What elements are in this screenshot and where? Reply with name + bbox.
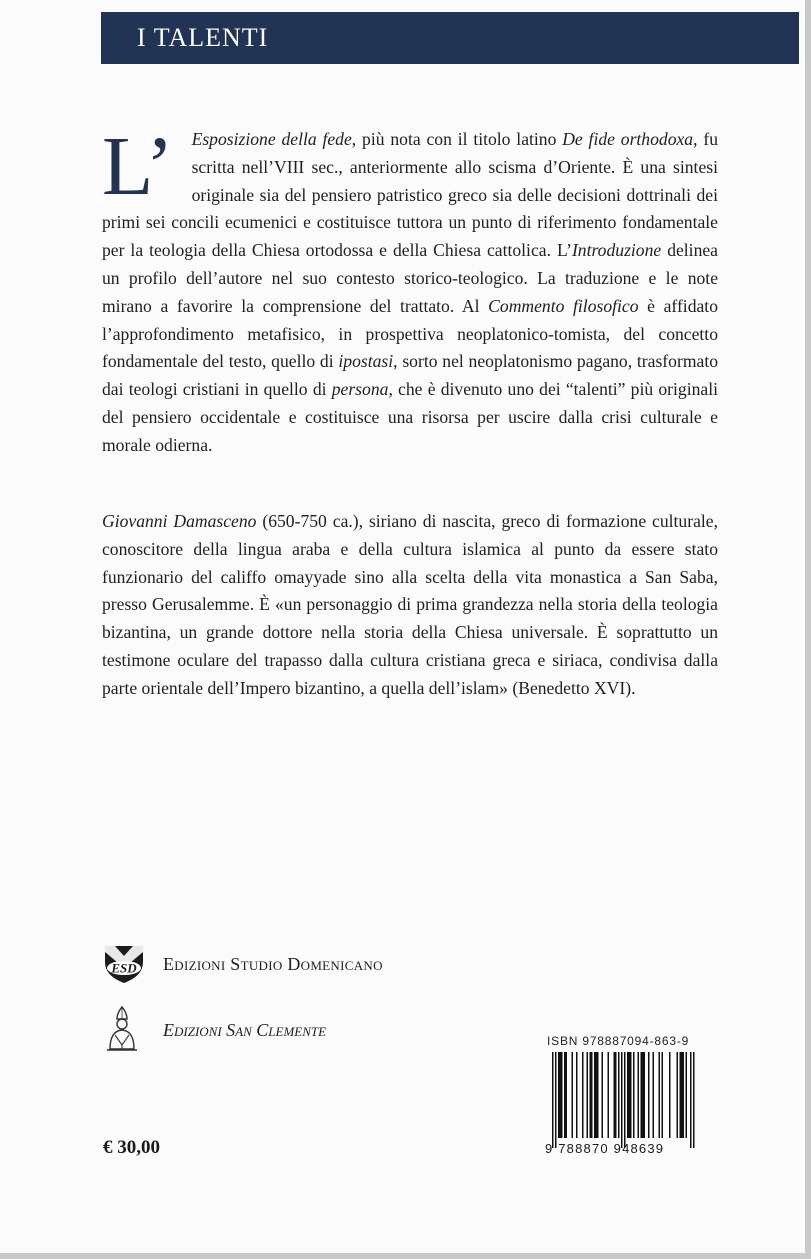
barcode-bar	[597, 1052, 599, 1138]
barcode-bar	[641, 1052, 643, 1138]
barcode-bar	[590, 1052, 592, 1138]
book-title-italic: Esposizione della fede	[191, 129, 352, 149]
barcode-bar	[693, 1052, 695, 1148]
author-name: Giovanni Damasceno	[102, 511, 257, 531]
author-paragraph	[102, 508, 718, 703]
barcode-bar	[629, 1052, 631, 1138]
drop-cap: L’	[102, 120, 174, 213]
barcode-bar	[572, 1052, 574, 1138]
barcode-bar	[560, 1052, 562, 1138]
pope-bust-logo-icon	[103, 1005, 141, 1055]
barcode-bar	[596, 1052, 598, 1138]
barcode-bar	[558, 1052, 560, 1138]
series-title: I TALENTI	[137, 23, 269, 52]
barcode-bar	[669, 1052, 671, 1138]
barcode-bar	[677, 1052, 679, 1138]
isbn-label: ISBN 978887094-863-9	[547, 1034, 690, 1048]
publisher-name-san-clemente: Edizioni San Clemente	[163, 1019, 327, 1040]
barcode-bar	[561, 1052, 563, 1138]
barcode-bar	[683, 1052, 685, 1138]
price: € 30,00	[103, 1137, 160, 1158]
barcode-bar	[602, 1052, 604, 1138]
barcode-bar	[659, 1052, 661, 1138]
barcode-bar	[633, 1052, 635, 1138]
barcode-bar	[653, 1052, 655, 1138]
barcode-bar	[618, 1052, 620, 1138]
description-text: , più nota con il titolo latino	[351, 129, 563, 149]
barcode-bar	[642, 1052, 644, 1138]
barcode-bar	[594, 1052, 596, 1138]
barcode-bar	[680, 1052, 682, 1138]
publisher-name-studio-domenicano: Edizioni Studio Domenicano	[163, 953, 383, 974]
barcode-bar	[630, 1052, 632, 1138]
barcode-bar	[681, 1052, 683, 1138]
barcode-bar	[690, 1052, 692, 1148]
publisher-row-esd	[103, 944, 383, 984]
latin-title-italic: De fide orthodoxa	[562, 129, 694, 149]
commentary-italic: Commento filosofico	[488, 295, 639, 316]
barcode-digits: 9 788870 948639	[545, 1141, 665, 1156]
barcode-bars	[552, 1052, 695, 1148]
description-text: delinea un profilo dell’autore nel suo contesto storico-teologico. La traduzione e le note mirano a favorire la comprensione del trattato. Al	[102, 240, 718, 316]
barcode-bar	[608, 1052, 610, 1138]
description-text: , sorto nel neoplatonismo pagano, trasformato dai teologi cristiani in quello di	[102, 351, 718, 400]
esd-shield-logo-icon	[103, 944, 145, 984]
barcode-bar	[552, 1052, 554, 1148]
barcode-bar	[614, 1052, 616, 1138]
barcode-bar	[648, 1052, 650, 1138]
barcode-bar	[662, 1052, 664, 1138]
barcode-bar	[638, 1052, 640, 1138]
hypostasis-italic: ipostasi	[338, 351, 394, 372]
description-paragraph	[102, 120, 718, 460]
barcode-bar	[686, 1052, 688, 1138]
barcode-bar	[564, 1052, 566, 1138]
barcode-bar	[576, 1052, 578, 1138]
description-text: è affidato l’approfondimento metafisico, in prospettiva neoplatonico-tomista, del concetto fondamentale del testo, quello di	[102, 295, 718, 372]
introduction-italic: Introduzione	[571, 240, 662, 261]
barcode-bar	[566, 1052, 568, 1138]
person-italic: persona	[331, 379, 389, 400]
series-header-band	[101, 12, 799, 64]
author-bio: (650-750 ca.), siriano di nascita, greco di formazione culturale, conoscitore della lingua araba e della cultura islamica al punto da essere stato funzionario del califfo omayyade sino alla scelta della vita monastica a San Saba, presso Gerusalemme. È «un personaggio di prima grandezza nella storia della teologia bizantina, un grande dottore nella storia della Chiesa universale. È soprattutto un testimone oculare del trapasso dalla cultura cristiana greca e siriaca, condivisa dalla parte orientale dell’Impero bizantino, a quella dell’islam» (Benedetto XVI).	[102, 511, 718, 698]
description-text: , fu scritta nell’VIII sec., anteriormente allo scisma d’Oriente. È una sintesi originale sia del pensiero patristico greco sia delle decisioni dottrinali dei primi sei concili ecumenici e costituisce tuttora un punto di riferimento fondamentale per la teologia della Chiesa ortodossa e della Chiesa cattolica. L’	[102, 129, 718, 261]
barcode-bar	[555, 1052, 557, 1148]
barcode-bar	[644, 1052, 646, 1138]
barcode-bar	[582, 1052, 584, 1138]
barcode-bar	[587, 1052, 589, 1138]
publisher-row-san-clemente	[103, 1005, 326, 1055]
barcode-bar	[624, 1052, 626, 1148]
description-text: , che è divenuto uno dei “talenti” più originali del pensiero occidentale e costituisce una risorsa per uscire dalla crisi culturale e morale odierna.	[102, 379, 718, 455]
esd-logo-lettering: ESD	[111, 960, 137, 976]
isbn-barcode	[541, 1052, 705, 1156]
barcode-bar	[591, 1052, 593, 1138]
barcode-bar	[615, 1052, 617, 1138]
barcode-bar	[621, 1052, 623, 1148]
barcode-bar	[627, 1052, 629, 1138]
